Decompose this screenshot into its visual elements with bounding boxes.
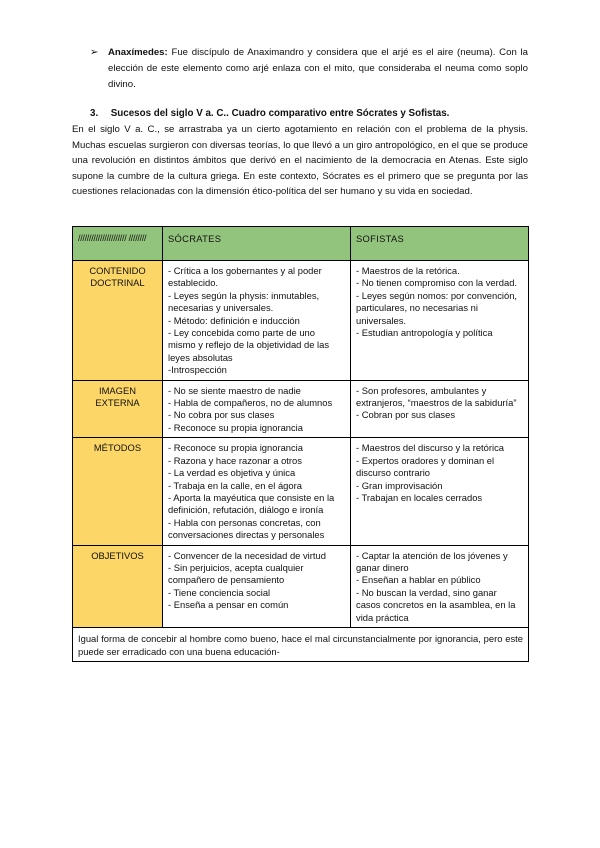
socrates-item: - Crítica a los gobernantes y al poder establecido. xyxy=(168,265,322,289)
sofistas-item: - No buscan la verdad, sino ganar casos concretos en la asamblea, en la vida práctica xyxy=(356,586,516,623)
sofistas-item: - Son profesores, ambulantes y extranjeros, “maestros de la sabiduría” xyxy=(356,384,517,409)
row-label: CONTENIDO DOCTRINAL xyxy=(73,261,163,381)
section-title: Sucesos del siglo V a. C.. Cuadro comparativo entre Sócrates y Sofistas. xyxy=(110,108,450,119)
socrates-item: - Ley concebida como parte de uno mismo y reflejo de la objetividad de las leyes absolutas xyxy=(168,327,330,363)
bullet-paragraph xyxy=(108,45,528,93)
sofistas-cell xyxy=(351,438,529,545)
bullet-text: Fue discípulo de Anaximandro y considera que el arjé es el aire (neuma). Con la elección de este elemento como arjé enlaza con el mito, que consideraba el neuma como soplo divino. xyxy=(108,47,528,90)
header-sofistas: SOFISTAS xyxy=(351,227,529,261)
table-row xyxy=(73,380,529,438)
sofistas-item: - Expertos oradores y dominan el discurso contrario xyxy=(356,454,495,479)
row-label: IMAGEN EXTERNA xyxy=(73,380,163,438)
arrow-bullet-icon: ➢ xyxy=(90,47,99,58)
socrates-item: - Método: definición e inducción xyxy=(168,314,300,326)
bullet-title: Anaxímedes: xyxy=(108,47,168,58)
sofistas-item: - No tienen compromiso con la verdad. xyxy=(356,277,518,289)
sofistas-cell xyxy=(351,545,529,627)
socrates-item: - Reconoce su propia ignorancia xyxy=(168,442,303,454)
socrates-item: - Reconoce su propia ignorancia xyxy=(168,421,303,433)
socrates-item: - Habla con personas concretas, con conversaciones directas y personales xyxy=(168,516,325,541)
socrates-cell xyxy=(163,261,351,381)
table-header-row xyxy=(73,227,529,261)
header-socrates: SÓCRATES xyxy=(163,227,351,261)
intro-paragraph: En el siglo V a. C., se arrastraba ya un cierto agotamiento en relación con el problema de la physis. Muchas escuelas surgieron con diversas teorías, lo que llevó a un giro antropológico, en el que se produce una revolución en distintos ámbitos que derivó en el nacimiento de la democracia en Atenas. Este siglo supone la cumbre de la cultura griega. En este contexto, Sócrates es el primero que se pregunta por las cuestiones relacionadas con la dimensión ético-política del ser humano y su vida en sociedad. xyxy=(72,124,528,198)
sofistas-item: - Maestros del discurso y la retórica xyxy=(356,442,504,454)
sofistas-item: - Enseñan a hablar en público xyxy=(356,574,481,586)
socrates-item: - Convencer de la necesidad de virtud xyxy=(168,549,326,561)
sofistas-cell xyxy=(351,380,529,438)
socrates-cell xyxy=(163,545,351,627)
sofistas-item: - Cobran por sus clases xyxy=(356,409,456,421)
sofistas-cell xyxy=(351,261,529,381)
table-footer-note: Igual forma de concebir al hombre como bueno, hace el mal circunstancialmente por ignorancia, pero este puede ser erradicado con una buena educación- xyxy=(73,627,529,661)
sofistas-item: - Captar la atención de los jóvenes y ganar dinero xyxy=(356,549,508,573)
socrates-item: - Tiene conciencia social xyxy=(168,586,271,598)
socrates-cell xyxy=(163,438,351,545)
socrates-item: - Aporta la mayéutica que consiste en la definición, refutación, diálogo e ironía xyxy=(168,491,335,516)
socrates-item: - No cobra por sus clases xyxy=(168,409,275,421)
socrates-item: - Trabaja en la calle, en el ágora xyxy=(168,479,302,491)
socrates-cell xyxy=(163,380,351,438)
socrates-item: - Sin perjuicios, acepta cualquier compañero de pensamiento xyxy=(168,561,304,586)
anaximenes-bullet xyxy=(90,45,528,93)
sofistas-item: - Leyes según nomos: por convención, particulares, no necesarias ni universales. xyxy=(356,289,518,326)
sofistas-item: - Trabajan en locales cerrados xyxy=(356,491,483,503)
socrates-item: - Habla de compañeros, no de alumnos xyxy=(168,397,333,409)
row-label: MÉTODOS xyxy=(73,438,163,545)
row-label: OBJETIVOS xyxy=(73,545,163,627)
table-row xyxy=(73,545,529,627)
sofistas-item: - Estudian antropología y política xyxy=(356,327,493,339)
table-row xyxy=(73,438,529,545)
sofistas-item: - Maestros de la retórica. xyxy=(356,265,460,276)
socrates-item: - La verdad es objetiva y única xyxy=(168,467,296,479)
socrates-item: - Leyes según la physis: inmutables, necesarias y universales. xyxy=(168,289,320,314)
table-footer-row xyxy=(73,627,529,661)
socrates-item: - Razona y hace razonar a otros xyxy=(168,454,302,466)
section-number: 3. xyxy=(90,108,99,119)
comparison-table xyxy=(72,226,529,662)
table-corner-cell: ////////////////////// //////// xyxy=(73,227,163,261)
socrates-item: -Introspección xyxy=(168,364,227,376)
socrates-item: - Enseña a pensar en común xyxy=(168,599,289,611)
socrates-item: - No se siente maestro de nadie xyxy=(168,384,301,396)
section-heading xyxy=(90,108,449,119)
table-row xyxy=(73,261,529,381)
sofistas-item: - Gran improvisación xyxy=(356,479,443,491)
